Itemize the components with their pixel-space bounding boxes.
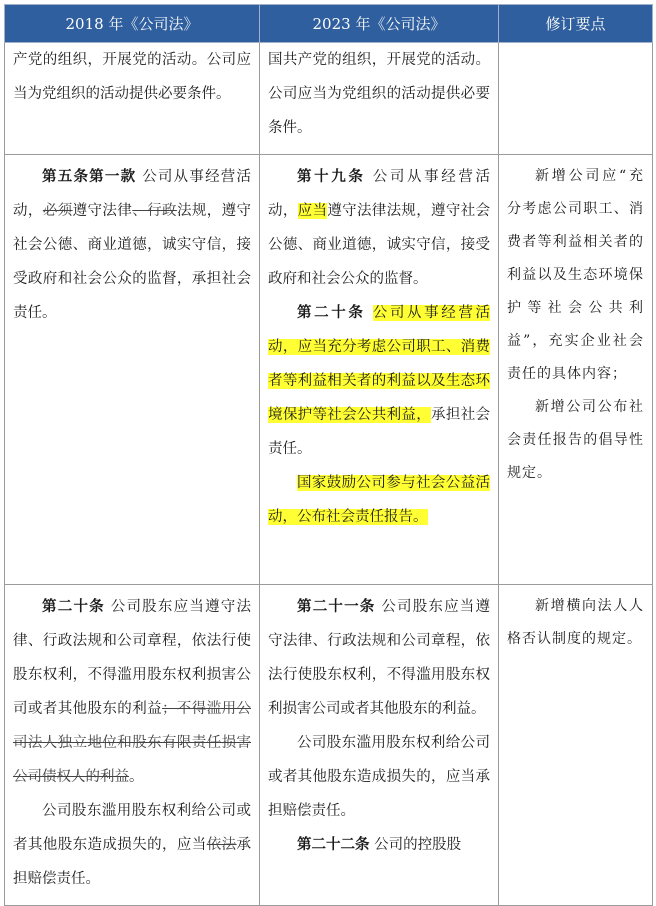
article-text: 公司的控股股 (374, 837, 462, 853)
article-paragraph (268, 726, 490, 828)
article-text: 公司股东滥用股东权利给公司或者其他股东造成损失的，应当 (13, 803, 251, 853)
article-text: 公司从事经营活动， (13, 169, 252, 219)
article-paragraph (13, 590, 251, 794)
article-text: 公司从事经营活动， (268, 169, 491, 219)
article-text: 遵守法律 (72, 203, 133, 219)
article-text: 承担社会责任。 (268, 407, 491, 457)
article-paragraph (268, 828, 490, 862)
article-label: 第二十一条 (297, 598, 376, 615)
cell-2018 (5, 155, 260, 585)
table-row (5, 155, 653, 585)
article-text: 遵守法律法规，遵守社会公德、商业道德，诚实守信，接受政府和社会公众的监督。 (268, 203, 491, 287)
article-paragraph (268, 590, 490, 726)
deleted-text: 依法 (206, 837, 237, 853)
cell-2023 (260, 43, 499, 155)
cell-2018 (5, 585, 260, 906)
deleted-text: 、行政 (132, 203, 177, 219)
article-paragraph (13, 794, 251, 896)
article-label: 第二十条 (42, 598, 105, 615)
law-comparison-table (4, 4, 653, 906)
added-text: 应当 (297, 203, 328, 219)
article-text: 承担赔偿责任。 (13, 837, 252, 887)
cell-2018 (5, 43, 260, 155)
header-row (5, 5, 653, 43)
article-paragraph (13, 160, 251, 330)
new-text: 国共产党的组织，开展党的活动。公司应当为党组织的活动提供必要条件。 (268, 52, 490, 136)
header-revision-points: 修订要点 (499, 5, 653, 43)
revision-note: 新增公司应“充分考虑公司职工、消费者等利益相关者的利益以及生态环境保护等社会公共利益”，充实企业社会责任的具体内容； (507, 168, 644, 382)
cell-notes (499, 43, 653, 155)
article-text: 公司股东应当遵守法律、行政法规和公司章程，依法行使股东权利，不得滥用股东权利损害公司或者其他股东的利益 (13, 599, 252, 717)
article-text: 。 (129, 769, 144, 785)
article-text: 公司股东应当遵守法律、行政法规和公司章程，依法行使股东权利，不得滥用股东权利损害公司或者其他股东的利益。 (268, 599, 491, 717)
article-paragraph (268, 160, 490, 296)
header-2023-law: 2023 年《公司法》 (260, 5, 499, 43)
revision-note: 新增横向法人人格否认制度的规定。 (507, 598, 644, 647)
article-paragraph (268, 466, 490, 534)
cell-notes (499, 585, 653, 906)
header-2018-law: 2018 年《公司法》 (5, 5, 260, 43)
article-label: 第五条第一款 (42, 168, 137, 185)
table-row (5, 585, 653, 906)
cell-2023 (260, 585, 499, 906)
article-paragraph (268, 296, 490, 466)
article-label: 第十九条 (297, 168, 366, 185)
old-text: 产党的组织，开展党的活动。公司应当为党组织的活动提供必要条件。 (13, 52, 251, 102)
table-row (5, 43, 653, 155)
deleted-text: 必须 (42, 203, 73, 219)
article-label: 第二十条 (297, 304, 366, 321)
deleted-text: ；不得滥用公司法人独立地位和股东有限责任损害公司债权人的利益 (13, 701, 251, 785)
article-text: 法规，遵守社会公德、商业道德，诚实守信，接受政府和社会公众的监督，承担社会责任。 (13, 203, 252, 321)
article-label: 第二十二条 (297, 836, 370, 853)
cell-notes (499, 155, 653, 585)
article-text: 公司股东滥用股东权利给公司或者其他股东造成损失的，应当承担赔偿责任。 (268, 735, 490, 819)
revision-note: 新增公司公布社会责任报告的倡导性规定。 (507, 399, 644, 481)
cell-2023 (260, 155, 499, 585)
added-text: 公司从事经营活动，应当充分考虑公司职工、消费者等利益相关者的利益以及生态环境保护等社会公共利益， (268, 305, 491, 423)
added-text: 国家鼓励公司参与社会公益活动，公布社会责任报告。 (268, 475, 490, 525)
